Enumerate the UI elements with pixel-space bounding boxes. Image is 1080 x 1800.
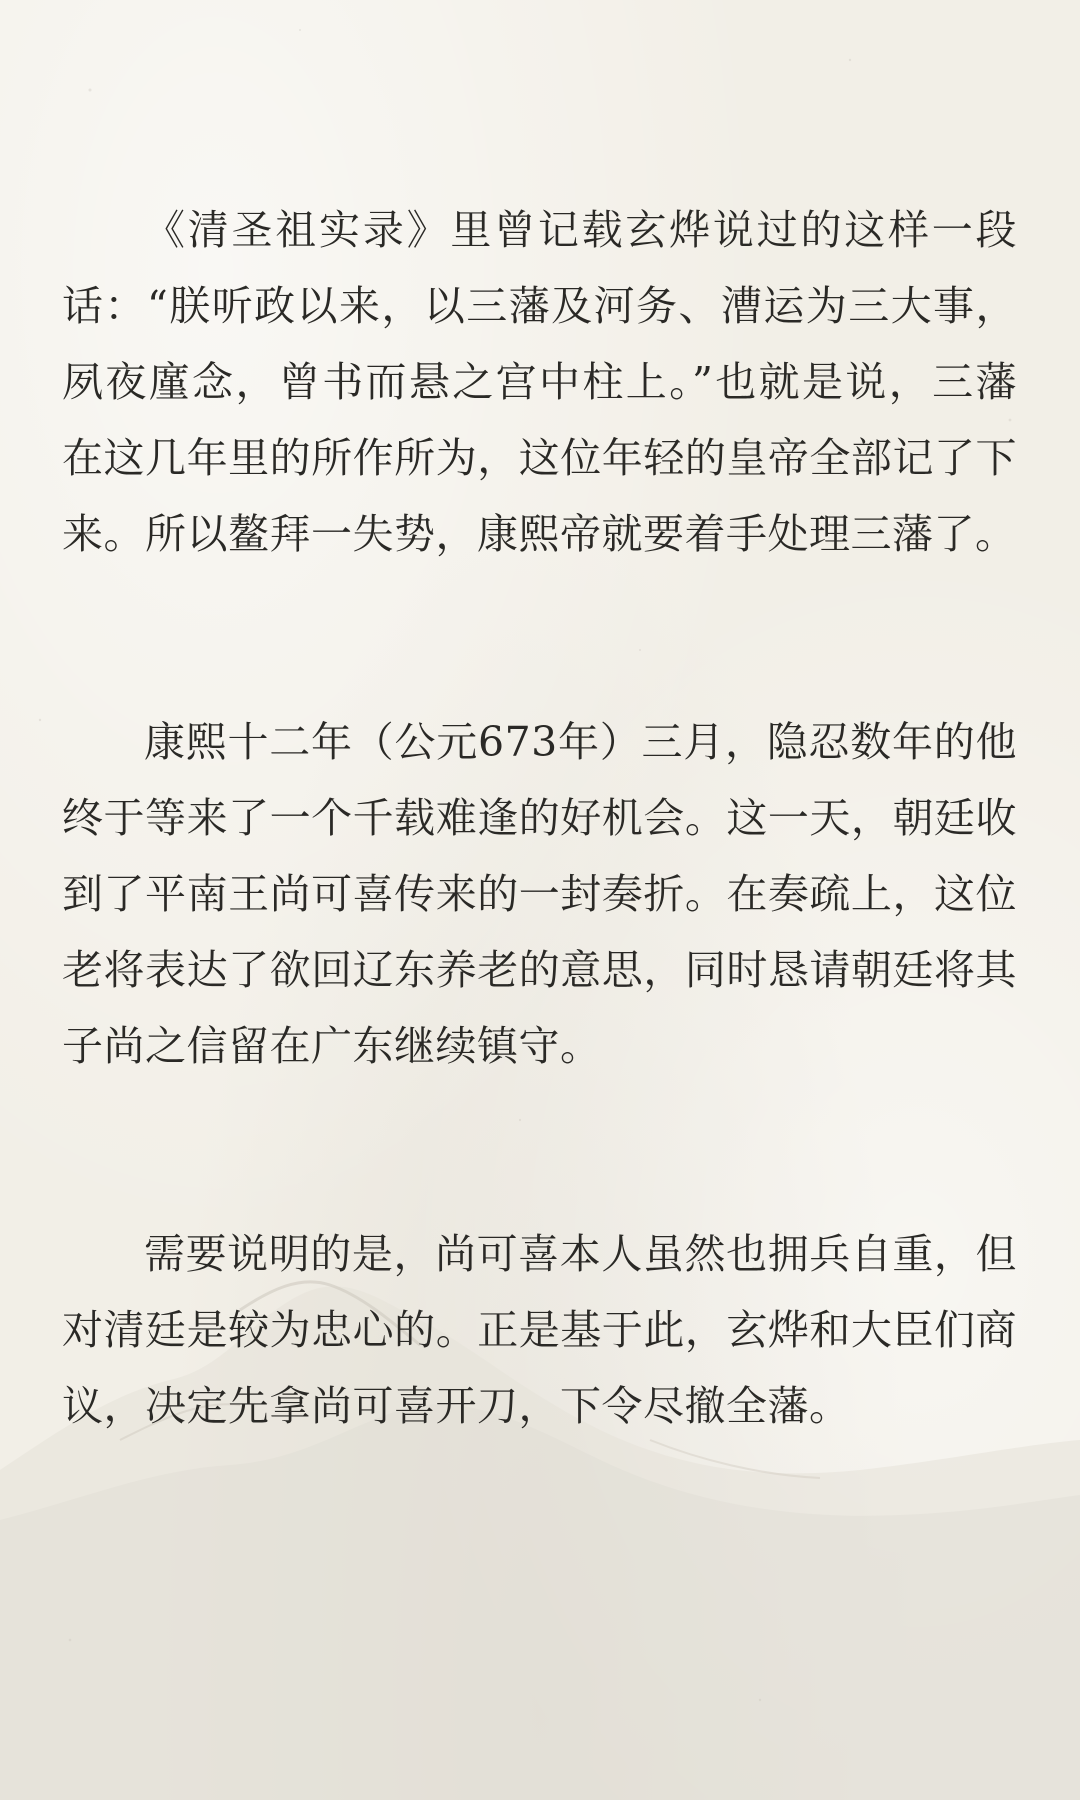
paragraph-3: 需要说明的是，尚可喜本人虽然也拥兵自重，但对清廷是较为忠心的。正是基于此，玄烨和大臣们商议，决定先拿尚可喜开刀，下令尽撤全藩。 [62, 1230, 1017, 1430]
paragraph-2: 康熙十二年（公元673年）三月，隐忍数年的他终于等来了一个千载难逢的好机会。这一天，朝廷收到了平南王尚可喜传来的一封奏折。在奏疏上，这位老将表达了欲回辽东养老的意思，同时恳请朝廷将其子尚之信留在广东继续镇守。 [62, 718, 1017, 1070]
paragraph-1: 《清圣祖实录》里曾记载玄烨说过的这样一段话：“朕听政以来，以三藩及河务、漕运为三大事，夙夜廑念，曾书而悬之宫中柱上。”也就是说，三藩在这几年里的所作所为，这位年轻的皇帝全部记了下来。所以鳌拜一失势，康熙帝就要着手处理三藩了。 [62, 206, 1017, 558]
article-body [62, 192, 1022, 1444]
